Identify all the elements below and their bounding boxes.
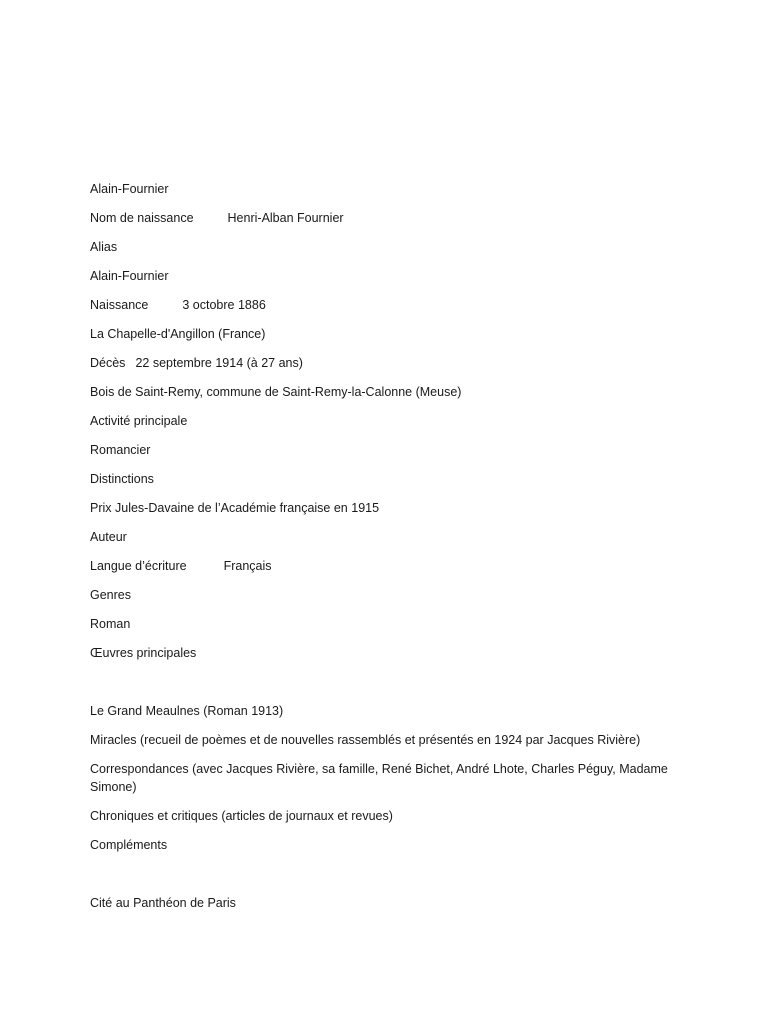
main-works-label: Œuvres principales (90, 646, 197, 660)
text-line (90, 180, 690, 198)
text-line (90, 209, 690, 227)
complements-label: Compléments (90, 838, 168, 852)
name-heading: Alain-Fournier (90, 182, 169, 196)
text-line (90, 383, 690, 401)
text-line (90, 702, 690, 720)
text-line (90, 267, 690, 285)
text-line (90, 528, 690, 546)
birth-name-label: Nom de naissance (90, 211, 194, 225)
text-line (90, 586, 690, 604)
text-line (90, 807, 690, 825)
text-line (90, 296, 690, 314)
genres-value: Roman (90, 617, 131, 631)
death-date-value: 22 septembre 1914 (à 27 ans) (135, 356, 303, 370)
work-item: Chroniques et critiques (articles de journaux et revues) (90, 809, 393, 823)
birth-place: La Chapelle-d'Angillon (France) (90, 327, 266, 341)
text-line (90, 557, 690, 575)
alias-label: Alias (90, 240, 118, 254)
text-line (90, 325, 690, 343)
main-activity-label: Activité principale (90, 414, 188, 428)
text-line (90, 894, 690, 912)
text-line (90, 644, 690, 662)
language-value: Français (223, 559, 272, 573)
text-line (90, 470, 690, 488)
language-label: Langue d’écriture (90, 559, 187, 573)
text-line (90, 354, 690, 372)
alias-value: Alain-Fournier (90, 269, 169, 283)
text-line (90, 836, 690, 854)
death-place: Bois de Saint-Remy, commune de Saint-Remy-la-Calonne (Meuse) (90, 385, 462, 399)
distinctions-label: Distinctions (90, 472, 154, 486)
work-item: Miracles (recueil de poèmes et de nouvelles rassemblés et présentés en 1924 par Jacques Rivière) (90, 733, 641, 747)
work-item: Correspondances (avec Jacques Rivière, sa famille, René Bichet, André Lhote, Charles Péguy, Madame Simone) (90, 762, 668, 794)
birth-name-value: Henri-Alban Fournier (227, 211, 344, 225)
birth-date-value: 3 octobre 1886 (182, 298, 266, 312)
work-item: Le Grand Meaulnes (Roman 1913) (90, 704, 284, 718)
document-body (90, 180, 690, 923)
author-label: Auteur (90, 530, 127, 544)
text-line (90, 441, 690, 459)
text-line (90, 760, 680, 796)
text-line (90, 731, 690, 749)
death-label: Décès (90, 356, 126, 370)
main-activity-value: Romancier (90, 443, 151, 457)
birth-label: Naissance (90, 298, 149, 312)
distinctions-value: Prix Jules-Davaine de l’Académie française en 1915 (90, 501, 380, 515)
text-line (90, 499, 690, 517)
text-line (90, 615, 690, 633)
text-line (90, 238, 690, 256)
complements-value: Cité au Panthéon de Paris (90, 896, 236, 910)
text-line (90, 412, 690, 430)
genres-label: Genres (90, 588, 131, 602)
